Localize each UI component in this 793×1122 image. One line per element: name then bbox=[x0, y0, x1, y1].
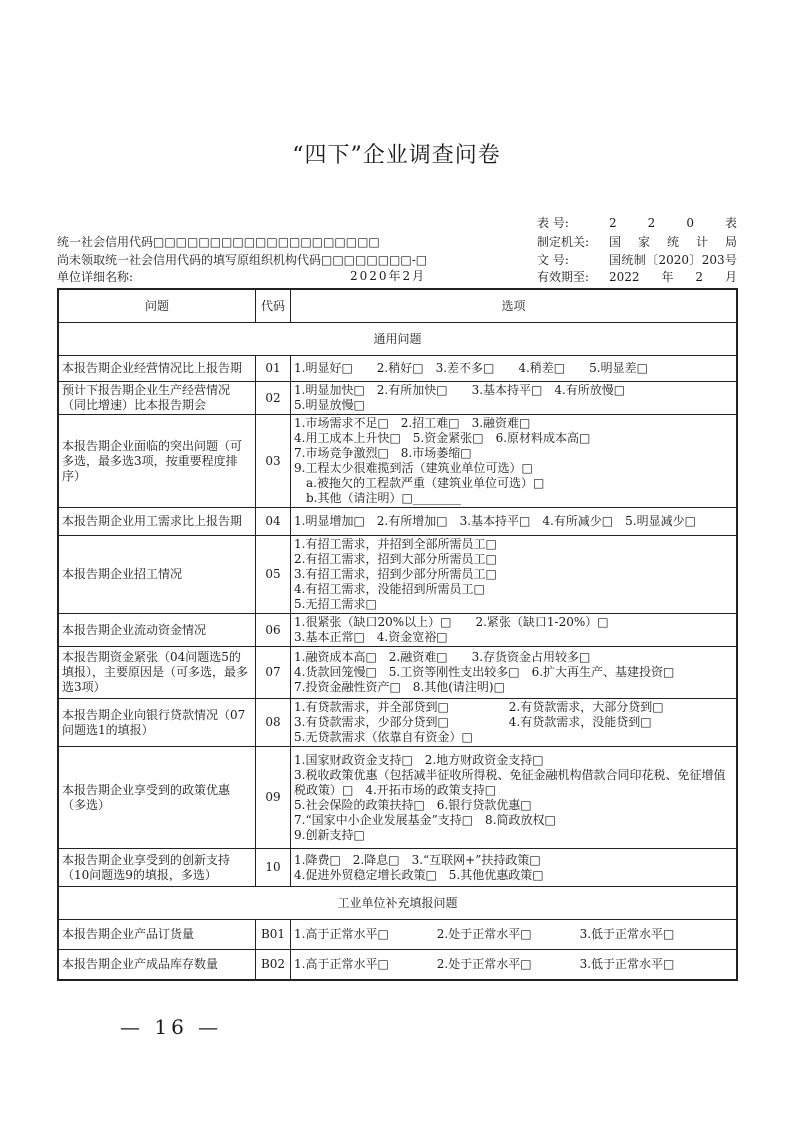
option-line[interactable]: 1.高于正常水平□ 2.处于正常水平□ 3.低于正常水平□ bbox=[294, 927, 675, 941]
question-code: 06 bbox=[256, 614, 291, 647]
options-cell bbox=[291, 508, 738, 536]
issuing-authority-key: 制定机关: bbox=[537, 235, 590, 249]
questionnaire-table bbox=[57, 288, 738, 981]
form-number-key: 表 号: bbox=[537, 216, 569, 230]
option-line[interactable]: 1.很紧张（缺口20%以上）□ 2.紧张（缺口1-20%）□ bbox=[294, 615, 609, 629]
option-line[interactable]: a.被拖欠的工程款严重（建筑业单位可选）□ bbox=[294, 476, 545, 490]
question-code: 04 bbox=[256, 508, 291, 536]
option-line[interactable]: 5.无贷款需求（依靠自有资金）□ bbox=[294, 730, 473, 744]
option-line[interactable]: 9.工程太少很难揽到活（建筑业单位可选）□ bbox=[294, 461, 533, 475]
question-text: 本报告期企业用工需求比上报告期 bbox=[58, 508, 256, 536]
option-line[interactable]: 1.明显加快□ 2.有所加快□ 3.基本持平□ 4.有所放慢□ bbox=[294, 383, 626, 397]
question-code: B02 bbox=[256, 950, 291, 980]
page-title: “四下”企业调查问卷 bbox=[292, 143, 501, 168]
table-row bbox=[58, 614, 737, 647]
options-cell bbox=[291, 699, 738, 747]
options-cell bbox=[291, 950, 738, 980]
document-number-value: 国统制〔2020〕203号 bbox=[609, 253, 737, 267]
unit-name-label: 单位详细名称: bbox=[57, 270, 134, 284]
question-code: 01 bbox=[256, 356, 291, 382]
page-number: — 16 — bbox=[120, 1015, 223, 1039]
option-line[interactable]: 1.国家财政资金支持□ 2.地方财政资金支持□ bbox=[294, 752, 544, 767]
question-text: 本报告期企业享受到的创新支持（10问题选9的填报，多选） bbox=[58, 849, 256, 887]
issuing-authority bbox=[537, 233, 737, 250]
section-row bbox=[58, 323, 737, 356]
option-line[interactable]: 3.有贷款需求，少部分贷到□ 4.有贷款需求，没能贷到□ bbox=[294, 715, 652, 729]
table-row bbox=[58, 536, 737, 614]
options-cell bbox=[291, 614, 738, 647]
options-cell bbox=[291, 920, 738, 950]
options-cell bbox=[291, 747, 738, 849]
options-cell bbox=[291, 536, 738, 614]
option-line[interactable]: 1.有贷款需求，并全部贷到□ 2.有贷款需求，大部分贷到□ bbox=[294, 700, 664, 714]
report-date: 2020年2月 bbox=[350, 269, 427, 283]
valid-until bbox=[537, 268, 737, 285]
header-options: 选项 bbox=[291, 289, 738, 323]
valid-until-value: 2022年2月 bbox=[609, 270, 737, 284]
question-code: 10 bbox=[256, 849, 291, 887]
question-code: 08 bbox=[256, 699, 291, 747]
option-line[interactable]: 4.促进外贸稳定增长政策□ 5.其他优惠政策□ bbox=[294, 867, 544, 882]
option-line[interactable]: 5.社会保险的政策扶持□ 6.银行贷款优惠□ bbox=[294, 797, 532, 812]
table-row bbox=[58, 950, 737, 980]
question-text: 本报告期企业享受到的政策优惠（多选） bbox=[58, 747, 256, 849]
section-row bbox=[58, 887, 737, 920]
question-text: 本报告期企业招工情况 bbox=[58, 536, 256, 614]
options-cell bbox=[291, 356, 738, 382]
option-line[interactable]: 7.投资金融性资产□ 8.其他(请注明)□ bbox=[294, 680, 505, 694]
option-line[interactable]: 3.税收政策优惠（包括减半征收所得税、免征金融机构借款合同印花税、免征增值税政策）□ 4.开拓市场的政策支持□ bbox=[294, 767, 726, 797]
document-number-key: 文 号: bbox=[537, 253, 569, 267]
header-question: 问题 bbox=[58, 289, 256, 323]
option-line[interactable]: 1.融资成本高□ 2.融资难□ 3.存货资金占用较多□ bbox=[294, 650, 591, 664]
options-cell bbox=[291, 849, 738, 887]
credit-code-line: 统一社会信用代码□□□□□□□□□□□□□□□□□□□□ bbox=[57, 235, 380, 249]
document-number bbox=[537, 251, 737, 268]
question-text: 本报告期企业向银行贷款情况（07问题选1的填报） bbox=[58, 699, 256, 747]
option-line[interactable]: 5.明显放慢□ bbox=[294, 398, 365, 412]
question-text: 预计下报告期企业生产经营情况（同比增速）比本报告期会 bbox=[58, 382, 256, 415]
option-line[interactable]: 1.高于正常水平□ 2.处于正常水平□ 3.低于正常水平□ bbox=[294, 956, 675, 971]
section-general: 通用问题 bbox=[58, 323, 737, 356]
table-row bbox=[58, 849, 737, 887]
question-text: 本报告期企业面临的突出问题（可多选，最多选3项，按重要程度排序） bbox=[58, 415, 256, 508]
header-code: 代码 bbox=[256, 289, 291, 323]
table-row bbox=[58, 382, 737, 415]
question-code: 03 bbox=[256, 415, 291, 508]
option-line[interactable]: 3.基本正常□ 4.资金宽裕□ bbox=[294, 630, 448, 644]
option-line[interactable]: 4.货款回笼慢□ 5.工资等刚性支出较多□ 6.扩大再生产、基建投资□ bbox=[294, 665, 675, 679]
option-line[interactable]: 4.有招工需求，没能招到所需员工□ bbox=[294, 582, 485, 596]
issuing-authority-value: 国家统计局 bbox=[609, 235, 737, 249]
question-code: B01 bbox=[256, 920, 291, 950]
question-code: 02 bbox=[256, 382, 291, 415]
option-line[interactable]: 1.市场需求不足□ 2.招工难□ 3.融资难□ bbox=[294, 416, 531, 430]
table-row bbox=[58, 647, 737, 699]
table-row bbox=[58, 356, 737, 382]
question-code: 09 bbox=[256, 747, 291, 849]
section-industry: 工业单位补充填报问题 bbox=[58, 887, 737, 920]
option-line[interactable]: 1.明显好□ 2.稍好□ 3.差不多□ 4.稍差□ 5.明显差□ bbox=[294, 361, 648, 375]
table-row bbox=[58, 699, 737, 747]
question-text: 本报告期企业经营情况比上报告期 bbox=[58, 356, 256, 382]
table-row bbox=[58, 415, 737, 508]
question-text: 本报告期企业流动资金情况 bbox=[58, 614, 256, 647]
options-cell bbox=[291, 415, 738, 508]
option-line[interactable]: b.其他（请注明）□________ bbox=[294, 491, 461, 505]
table-row bbox=[58, 508, 737, 536]
option-line[interactable]: 3.有招工需求，招到少部分所需员工□ bbox=[294, 567, 497, 581]
form-number-value: 2 2 0 表 bbox=[609, 216, 737, 230]
option-line[interactable]: 4.用工成本上升快□ 5.资金紧张□ 6.原材料成本高□ bbox=[294, 431, 591, 445]
question-text: 本报告期资金紧张（04问题选5的填报），主要原因是（可多选，最多选3项） bbox=[58, 647, 256, 699]
options-cell bbox=[291, 382, 738, 415]
option-line[interactable]: 2.有招工需求，招到大部分所需员工□ bbox=[294, 552, 497, 566]
options-cell bbox=[291, 647, 738, 699]
form-number bbox=[537, 214, 737, 231]
table-row bbox=[58, 747, 737, 849]
option-line[interactable]: 1.明显增加□ 2.有所增加□ 3.基本持平□ 4.有所减少□ 5.明显减少□ bbox=[294, 514, 696, 528]
question-code: 07 bbox=[256, 647, 291, 699]
valid-until-key: 有效期至: bbox=[537, 270, 590, 284]
option-line[interactable]: 5.无招工需求□ bbox=[294, 597, 377, 611]
option-line[interactable]: 7.市场竞争激烈□ 8.市场萎缩□ bbox=[294, 446, 472, 460]
question-code: 05 bbox=[256, 536, 291, 614]
question-text: 本报告期企业产品订货量 bbox=[58, 920, 256, 950]
option-line[interactable]: 7.“国家中小企业发展基金”支持□ 8.简政放权□ bbox=[294, 812, 556, 827]
table-row bbox=[58, 920, 737, 950]
option-line[interactable]: 1.有招工需求，并招到全部所需员工□ bbox=[294, 537, 497, 551]
option-line[interactable]: 1.降费□ 2.降息□ 3.“互联网+”扶持政策□ bbox=[294, 852, 541, 867]
org-code-line: 尚未领取统一社会信用代码的填写原组织机构代码□□□□□□□□-□ bbox=[57, 253, 428, 267]
option-line[interactable]: 9.创新支持□ bbox=[294, 827, 365, 842]
question-text: 本报告期企业产成品库存数量 bbox=[58, 950, 256, 980]
table-header-row bbox=[58, 289, 737, 323]
